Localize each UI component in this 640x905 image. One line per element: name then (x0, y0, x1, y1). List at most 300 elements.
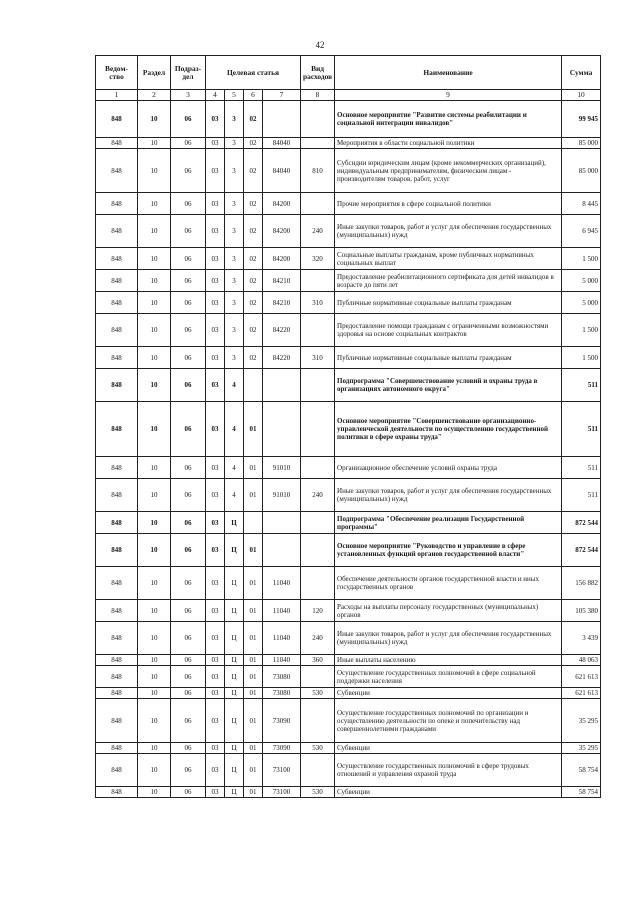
cell-cs-subprogram: Ц (225, 787, 244, 798)
cell-cs-event: 02 (244, 314, 263, 347)
column-number: 4 (206, 90, 225, 101)
cell-vid-rashodov: 310 (301, 347, 335, 369)
cell-summa: 35 295 (562, 699, 601, 743)
cell-cs-direction: 91010 (263, 479, 301, 512)
cell-cs-subprogram: 4 (225, 402, 244, 457)
cell-cs-event: 01 (244, 534, 263, 567)
cell-razdel: 10 (138, 248, 171, 270)
cell-cs-event: 02 (244, 270, 263, 292)
cell-vid-rashodov (301, 666, 335, 688)
column-number-row (96, 90, 601, 101)
cell-podrazdel: 06 (171, 457, 206, 479)
cell-cs-program: 03 (206, 567, 225, 600)
table-row (96, 787, 601, 798)
cell-cs-direction (263, 369, 301, 402)
cell-cs-program: 03 (206, 512, 225, 534)
cell-razdel: 10 (138, 215, 171, 248)
cell-podrazdel: 06 (171, 347, 206, 369)
cell-summa: 511 (562, 402, 601, 457)
cell-cs-direction (263, 512, 301, 534)
cell-cs-subprogram: Ц (225, 743, 244, 754)
cell-vid-rashodov: 240 (301, 215, 335, 248)
cell-vid-rashodov: 120 (301, 600, 335, 622)
cell-cs-program: 03 (206, 743, 225, 754)
header-naimenovanie: Наименование (335, 56, 562, 90)
cell-cs-subprogram: Ц (225, 567, 244, 600)
column-number: 9 (335, 90, 562, 101)
cell-vedomstvo: 848 (96, 600, 138, 622)
cell-cs-direction: 84200 (263, 215, 301, 248)
cell-razdel: 10 (138, 347, 171, 369)
cell-vid-rashodov (301, 101, 335, 138)
cell-razdel: 10 (138, 270, 171, 292)
cell-cs-subprogram: Ц (225, 754, 244, 787)
cell-cs-program: 03 (206, 138, 225, 149)
cell-vedomstvo: 848 (96, 666, 138, 688)
cell-cs-direction: 84040 (263, 149, 301, 193)
cell-cs-subprogram: 3 (225, 347, 244, 369)
cell-razdel: 10 (138, 754, 171, 787)
table-row (96, 699, 601, 743)
table-row (96, 347, 601, 369)
cell-summa: 621 613 (562, 666, 601, 688)
cell-naimenovanie: Предоставление реабилитационного сертификата для детей инвалидов в возрасте до пяти лет (335, 270, 562, 292)
cell-summa: 1 500 (562, 314, 601, 347)
cell-cs-subprogram: Ц (225, 600, 244, 622)
cell-cs-event (244, 512, 263, 534)
cell-vid-rashodov (301, 402, 335, 457)
cell-naimenovanie: Субсидии юридическим лицам (кроме некоммерческих организаций), индивидуальным предпринимателям, физическим лицам - производителям товаров, работ, услуг (335, 149, 562, 193)
cell-vedomstvo: 848 (96, 292, 138, 314)
cell-summa: 872 544 (562, 512, 601, 534)
cell-podrazdel: 06 (171, 567, 206, 600)
table-row (96, 314, 601, 347)
cell-summa: 1 500 (562, 248, 601, 270)
cell-razdel: 10 (138, 622, 171, 655)
cell-razdel: 10 (138, 149, 171, 193)
cell-podrazdel: 06 (171, 666, 206, 688)
cell-summa: 58 754 (562, 754, 601, 787)
cell-vid-rashodov: 310 (301, 292, 335, 314)
cell-cs-program: 03 (206, 101, 225, 138)
cell-cs-direction: 84220 (263, 314, 301, 347)
cell-razdel: 10 (138, 600, 171, 622)
cell-cs-program: 03 (206, 193, 225, 215)
cell-podrazdel: 06 (171, 248, 206, 270)
cell-naimenovanie: Публичные нормативные социальные выплаты гражданам (335, 347, 562, 369)
cell-razdel: 10 (138, 402, 171, 457)
table-row (96, 101, 601, 138)
table-row (96, 534, 601, 567)
cell-podrazdel: 06 (171, 512, 206, 534)
cell-vedomstvo: 848 (96, 101, 138, 138)
cell-razdel: 10 (138, 292, 171, 314)
cell-razdel: 10 (138, 457, 171, 479)
cell-naimenovanie: Осуществление государственных полномочий в сфере трудовых отношений и управления охраной труда (335, 754, 562, 787)
cell-cs-event: 02 (244, 101, 263, 138)
cell-cs-subprogram: 3 (225, 248, 244, 270)
table-row (96, 457, 601, 479)
cell-cs-direction: 73090 (263, 743, 301, 754)
table-row (96, 138, 601, 149)
cell-cs-direction: 91010 (263, 457, 301, 479)
cell-podrazdel: 06 (171, 215, 206, 248)
cell-naimenovanie: Основное мероприятие "Развитие системы реабилитации и социальной интеграции инвалидов" (335, 101, 562, 138)
cell-cs-event: 02 (244, 138, 263, 149)
cell-vid-rashodov (301, 270, 335, 292)
cell-vedomstvo: 848 (96, 347, 138, 369)
cell-cs-program: 03 (206, 600, 225, 622)
cell-cs-direction: 73090 (263, 699, 301, 743)
table-row (96, 193, 601, 215)
cell-vid-rashodov: 530 (301, 743, 335, 754)
cell-summa: 156 882 (562, 567, 601, 600)
cell-cs-direction: 84040 (263, 138, 301, 149)
budget-table (95, 55, 601, 798)
cell-cs-program: 03 (206, 248, 225, 270)
header-vid-rashodov: Вид расходов (301, 56, 335, 90)
cell-cs-subprogram: Ц (225, 699, 244, 743)
cell-vedomstvo: 848 (96, 688, 138, 699)
header-vedomstvo: Ведом- ство (96, 56, 138, 90)
cell-podrazdel: 06 (171, 402, 206, 457)
cell-naimenovanie: Осуществление государственных полномочий в сфере социальной поддержки населения (335, 666, 562, 688)
table-body (96, 101, 601, 798)
table-row (96, 743, 601, 754)
cell-vid-rashodov (301, 567, 335, 600)
cell-cs-subprogram: 3 (225, 101, 244, 138)
cell-cs-event: 02 (244, 215, 263, 248)
cell-naimenovanie: Иные выплаты населению (335, 655, 562, 666)
cell-naimenovanie: Подпрограмма "Обеспечение реализации Государственной программы" (335, 512, 562, 534)
table-row (96, 402, 601, 457)
cell-podrazdel: 06 (171, 600, 206, 622)
cell-naimenovanie: Обеспечение деятельности органов государственной власти и иных государственных органов (335, 567, 562, 600)
cell-cs-program: 03 (206, 457, 225, 479)
table-row (96, 369, 601, 402)
cell-cs-direction: 84200 (263, 193, 301, 215)
cell-cs-program: 03 (206, 666, 225, 688)
cell-cs-event: 01 (244, 754, 263, 787)
cell-vid-rashodov (301, 754, 335, 787)
cell-vedomstvo: 848 (96, 193, 138, 215)
cell-naimenovanie: Осуществление государственных полномочий по организации и осуществлению деятельности по опеке и попечительству над совершеннолетними гражданами (335, 699, 562, 743)
header-podrazdel: Подраз- дел (171, 56, 206, 90)
cell-vid-rashodov: 360 (301, 655, 335, 666)
page-number: 42 (315, 40, 325, 50)
cell-podrazdel: 06 (171, 688, 206, 699)
cell-cs-program: 03 (206, 314, 225, 347)
cell-cs-direction: 84210 (263, 270, 301, 292)
cell-cs-event: 02 (244, 292, 263, 314)
column-number: 6 (244, 90, 263, 101)
cell-podrazdel: 06 (171, 699, 206, 743)
header-celevaya-statya: Целевая статья (206, 56, 301, 90)
cell-naimenovanie: Иные закупки товаров, работ и услуг для обеспечения государственных (муниципальных) нужд (335, 622, 562, 655)
cell-cs-direction: 84210 (263, 292, 301, 314)
cell-cs-subprogram: 4 (225, 457, 244, 479)
cell-cs-event: 01 (244, 600, 263, 622)
cell-cs-direction: 73100 (263, 754, 301, 787)
cell-cs-program: 03 (206, 688, 225, 699)
column-number: 7 (263, 90, 301, 101)
cell-cs-subprogram: Ц (225, 666, 244, 688)
column-number: 8 (301, 90, 335, 101)
table-row (96, 754, 601, 787)
cell-summa: 511 (562, 369, 601, 402)
cell-podrazdel: 06 (171, 534, 206, 567)
cell-vid-rashodov (301, 138, 335, 149)
cell-vid-rashodov: 240 (301, 622, 335, 655)
cell-cs-program: 03 (206, 270, 225, 292)
cell-naimenovanie: Иные закупки товаров, работ и услуг для обеспечения государственных (муниципальных) нужд (335, 479, 562, 512)
cell-cs-direction: 73080 (263, 688, 301, 699)
cell-naimenovanie: Организационное обеспечение условий охраны труда (335, 457, 562, 479)
cell-naimenovanie: Подпрограмма "Совершенствование условий и охраны труда в организациях автономного округа" (335, 369, 562, 402)
column-number: 2 (138, 90, 171, 101)
cell-cs-direction: 73080 (263, 666, 301, 688)
cell-cs-program: 03 (206, 402, 225, 457)
cell-razdel: 10 (138, 699, 171, 743)
cell-cs-event: 02 (244, 248, 263, 270)
cell-cs-direction: 11040 (263, 567, 301, 600)
cell-cs-program: 03 (206, 622, 225, 655)
cell-razdel: 10 (138, 314, 171, 347)
cell-cs-subprogram: Ц (225, 622, 244, 655)
cell-cs-event: 01 (244, 457, 263, 479)
cell-cs-program: 03 (206, 215, 225, 248)
cell-razdel: 10 (138, 666, 171, 688)
column-number: 5 (225, 90, 244, 101)
cell-razdel: 10 (138, 567, 171, 600)
cell-cs-subprogram: 3 (225, 314, 244, 347)
cell-vedomstvo: 848 (96, 149, 138, 193)
cell-vid-rashodov (301, 457, 335, 479)
cell-vid-rashodov (301, 534, 335, 567)
cell-cs-direction: 84220 (263, 347, 301, 369)
cell-cs-subprogram: 3 (225, 193, 244, 215)
cell-cs-event: 01 (244, 688, 263, 699)
cell-summa: 5 000 (562, 292, 601, 314)
cell-razdel: 10 (138, 787, 171, 798)
cell-cs-program: 03 (206, 754, 225, 787)
table-row (96, 479, 601, 512)
cell-naimenovanie: Социальные выплаты гражданам, кроме публичных нормативных социальных выплат (335, 248, 562, 270)
cell-vedomstvo: 848 (96, 699, 138, 743)
cell-vedomstvo: 848 (96, 787, 138, 798)
header-row (96, 56, 601, 90)
cell-razdel: 10 (138, 743, 171, 754)
cell-podrazdel: 06 (171, 138, 206, 149)
column-number: 10 (562, 90, 601, 101)
cell-podrazdel: 06 (171, 101, 206, 138)
cell-vedomstvo: 848 (96, 369, 138, 402)
cell-summa: 3 439 (562, 622, 601, 655)
cell-razdel: 10 (138, 138, 171, 149)
cell-vid-rashodov: 810 (301, 149, 335, 193)
cell-vid-rashodov: 530 (301, 688, 335, 699)
header-summa: Сумма (562, 56, 601, 90)
cell-vid-rashodov (301, 193, 335, 215)
cell-cs-direction (263, 402, 301, 457)
cell-cs-event: 02 (244, 347, 263, 369)
column-number: 1 (96, 90, 138, 101)
cell-cs-event: 02 (244, 193, 263, 215)
cell-vid-rashodov (301, 314, 335, 347)
cell-naimenovanie: Публичные нормативные социальные выплаты гражданам (335, 292, 562, 314)
cell-vedomstvo: 848 (96, 743, 138, 754)
table-row (96, 600, 601, 622)
table-row (96, 270, 601, 292)
cell-cs-event: 02 (244, 149, 263, 193)
cell-summa: 35 295 (562, 743, 601, 754)
cell-podrazdel: 06 (171, 270, 206, 292)
cell-cs-program: 03 (206, 655, 225, 666)
cell-cs-direction: 11040 (263, 655, 301, 666)
cell-razdel: 10 (138, 688, 171, 699)
cell-cs-direction: 11040 (263, 622, 301, 655)
cell-summa: 105 380 (562, 600, 601, 622)
cell-vedomstvo: 848 (96, 534, 138, 567)
cell-cs-subprogram: 4 (225, 369, 244, 402)
cell-summa: 5 000 (562, 270, 601, 292)
cell-cs-program: 03 (206, 347, 225, 369)
table-row (96, 666, 601, 688)
cell-cs-direction: 11040 (263, 600, 301, 622)
cell-vid-rashodov: 320 (301, 248, 335, 270)
table-row (96, 215, 601, 248)
cell-cs-subprogram: Ц (225, 512, 244, 534)
cell-cs-subprogram: 3 (225, 292, 244, 314)
column-number: 3 (171, 90, 206, 101)
cell-summa: 511 (562, 479, 601, 512)
cell-cs-event: 01 (244, 699, 263, 743)
cell-cs-program: 03 (206, 534, 225, 567)
table-row (96, 248, 601, 270)
cell-vid-rashodov (301, 699, 335, 743)
cell-summa: 621 613 (562, 688, 601, 699)
cell-podrazdel: 06 (171, 149, 206, 193)
cell-podrazdel: 06 (171, 743, 206, 754)
cell-summa: 1 500 (562, 347, 601, 369)
cell-vedomstvo: 848 (96, 248, 138, 270)
cell-vid-rashodov: 530 (301, 787, 335, 798)
cell-cs-direction (263, 534, 301, 567)
table-row (96, 622, 601, 655)
cell-summa: 85 000 (562, 138, 601, 149)
cell-summa: 511 (562, 457, 601, 479)
cell-vedomstvo: 848 (96, 314, 138, 347)
cell-cs-subprogram: Ц (225, 688, 244, 699)
cell-naimenovanie: Основное мероприятие "Руководство и управление в сфере установленных функций органов государственной власти" (335, 534, 562, 567)
cell-razdel: 10 (138, 193, 171, 215)
cell-podrazdel: 06 (171, 787, 206, 798)
cell-razdel: 10 (138, 655, 171, 666)
cell-naimenovanie: Иные закупки товаров, работ и услуг для обеспечения государственных (муниципальных) нужд (335, 215, 562, 248)
cell-cs-program: 03 (206, 479, 225, 512)
cell-naimenovanie: Субвенции (335, 787, 562, 798)
cell-naimenovanie: Прочие мероприятия в сфере социальной политики (335, 193, 562, 215)
cell-naimenovanie: Основное мероприятие "Совершенствование организационно-управленческой деятельности по осуществлению государственной политики в сфере охраны труда" (335, 402, 562, 457)
cell-cs-event: 01 (244, 479, 263, 512)
cell-cs-event: 01 (244, 787, 263, 798)
cell-naimenovanie: Субвенции (335, 688, 562, 699)
cell-cs-subprogram: Ц (225, 534, 244, 567)
cell-vedomstvo: 848 (96, 512, 138, 534)
cell-cs-program: 03 (206, 699, 225, 743)
cell-cs-event (244, 369, 263, 402)
cell-cs-event: 01 (244, 402, 263, 457)
cell-razdel: 10 (138, 479, 171, 512)
cell-naimenovanie: Субвенции (335, 743, 562, 754)
cell-cs-event: 01 (244, 743, 263, 754)
cell-cs-direction (263, 101, 301, 138)
cell-naimenovanie: Мероприятия в области социальной политики (335, 138, 562, 149)
cell-podrazdel: 06 (171, 193, 206, 215)
cell-vedomstvo: 848 (96, 567, 138, 600)
cell-cs-subprogram: Ц (225, 655, 244, 666)
cell-vedomstvo: 848 (96, 402, 138, 457)
cell-naimenovanie: Предоставление помощи гражданам с ограниченными возможностями здоровья на основе социальных контрактов (335, 314, 562, 347)
cell-vid-rashodov: 240 (301, 479, 335, 512)
cell-cs-event: 01 (244, 655, 263, 666)
cell-cs-program: 03 (206, 149, 225, 193)
cell-podrazdel: 06 (171, 622, 206, 655)
cell-vedomstvo: 848 (96, 138, 138, 149)
cell-cs-subprogram: 3 (225, 215, 244, 248)
cell-cs-direction: 84200 (263, 248, 301, 270)
cell-razdel: 10 (138, 534, 171, 567)
cell-razdel: 10 (138, 512, 171, 534)
cell-summa: 8 445 (562, 193, 601, 215)
cell-podrazdel: 06 (171, 479, 206, 512)
table-row (96, 688, 601, 699)
cell-cs-event: 01 (244, 666, 263, 688)
cell-vedomstvo: 848 (96, 270, 138, 292)
table-row (96, 149, 601, 193)
cell-vedomstvo: 848 (96, 754, 138, 787)
cell-vedomstvo: 848 (96, 457, 138, 479)
cell-summa: 48 063 (562, 655, 601, 666)
cell-summa: 872 544 (562, 534, 601, 567)
cell-razdel: 10 (138, 101, 171, 138)
cell-summa: 58 754 (562, 787, 601, 798)
cell-vedomstvo: 848 (96, 622, 138, 655)
cell-cs-event: 01 (244, 622, 263, 655)
table-row (96, 567, 601, 600)
cell-vedomstvo: 848 (96, 215, 138, 248)
cell-cs-subprogram: 3 (225, 138, 244, 149)
cell-cs-program: 03 (206, 292, 225, 314)
cell-summa: 99 945 (562, 101, 601, 138)
cell-summa: 6 945 (562, 215, 601, 248)
cell-cs-direction: 73100 (263, 787, 301, 798)
cell-podrazdel: 06 (171, 655, 206, 666)
cell-podrazdel: 06 (171, 292, 206, 314)
cell-razdel: 10 (138, 369, 171, 402)
table-row (96, 292, 601, 314)
table-row (96, 512, 601, 534)
cell-podrazdel: 06 (171, 369, 206, 402)
table-row (96, 655, 601, 666)
cell-summa: 85 000 (562, 149, 601, 193)
cell-podrazdel: 06 (171, 754, 206, 787)
cell-vedomstvo: 848 (96, 479, 138, 512)
cell-cs-program: 03 (206, 787, 225, 798)
cell-vid-rashodov (301, 512, 335, 534)
cell-vedomstvo: 848 (96, 655, 138, 666)
cell-cs-subprogram: 4 (225, 479, 244, 512)
